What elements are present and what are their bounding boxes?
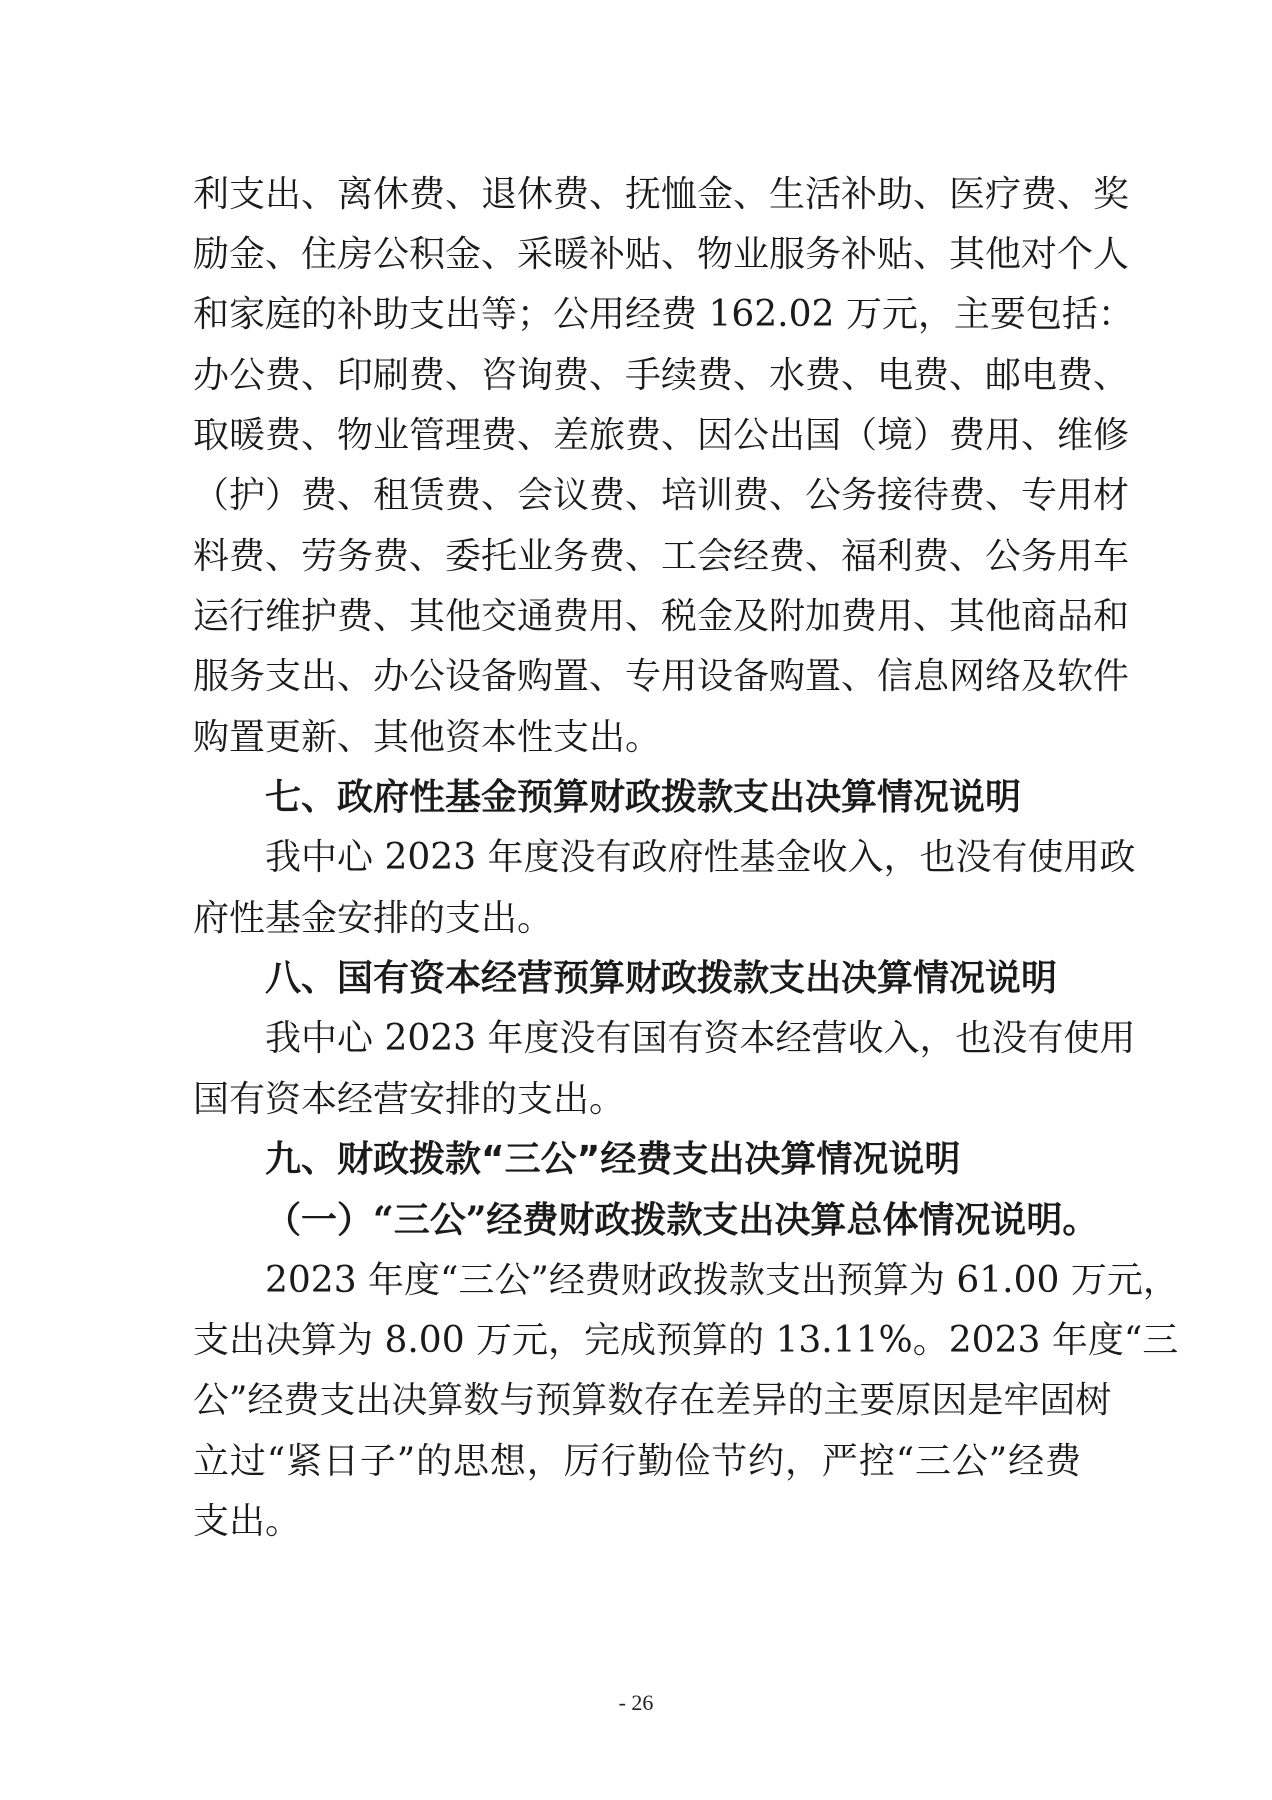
- section-9-paragraph-line: 立过“紧日子”的思想，厉行勤俭节约，严控“三公”经费: [193, 1441, 1081, 1482]
- body-line: 励金、住房公积金、采暖补贴、物业服务补贴、其他对个人: [193, 234, 1130, 275]
- section-8-paragraph-line: 国有资本经营安排的支出。: [193, 1079, 626, 1120]
- section-9-paragraph-line: 支出。: [193, 1501, 302, 1542]
- page-number: - 26: [618, 1690, 654, 1715]
- section-heading-8: 八、国有资本经营预算财政拨款支出决算情况说明: [265, 958, 1058, 999]
- section-9-subheading: （一）“三公”经费财政拨款支出决算总体情况说明。: [265, 1199, 1099, 1241]
- section-9-paragraph-line: 支出决算为 8.00 万元，完成预算的 13.11%。2023 年度“三: [193, 1320, 1179, 1361]
- section-7-paragraph-line: 我中心 2023 年度没有政府性基金收入，也没有使用政: [265, 837, 1136, 878]
- section-heading-9: 九、财政拨款“三公”经费支出决算情况说明: [265, 1139, 961, 1180]
- body-line: 利支出、离休费、退休费、抚恤金、生活补助、医疗费、奖: [193, 174, 1130, 215]
- body-line: 取暖费、物业管理费、差旅费、因公出国（境）费用、维修: [193, 415, 1130, 456]
- body-line: （护）费、租赁费、会议费、培训费、公务接待费、专用材: [193, 475, 1130, 516]
- body-line: 料费、劳务费、委托业务费、工会经费、福利费、公务用车: [193, 536, 1130, 577]
- section-7-paragraph-line: 府性基金安排的支出。: [193, 898, 554, 939]
- section-9-paragraph-line: 2023 年度“三公”经费财政拨款支出预算为 61.00 万元，: [265, 1260, 1179, 1301]
- body-line: 运行维护费、其他交通费用、税金及附加费用、其他商品和: [193, 596, 1130, 637]
- body-line: 和家庭的补助支出等；公用经费 162.02 万元，主要包括：: [193, 294, 1134, 335]
- section-9-paragraph-line: 公”经费支出决算数与预算数存在差异的主要原因是牢固树: [193, 1380, 1112, 1421]
- section-8-paragraph-line: 我中心 2023 年度没有国有资本经营收入，也没有使用: [265, 1018, 1136, 1059]
- body-line: 办公费、印刷费、咨询费、手续费、水费、电费、邮电费、: [193, 355, 1130, 396]
- body-line: 服务支出、办公设备购置、专用设备购置、信息网络及软件: [193, 656, 1130, 697]
- section-heading-7: 七、政府性基金预算财政拨款支出决算情况说明: [265, 777, 1022, 818]
- body-line: 购置更新、其他资本性支出。: [193, 717, 662, 758]
